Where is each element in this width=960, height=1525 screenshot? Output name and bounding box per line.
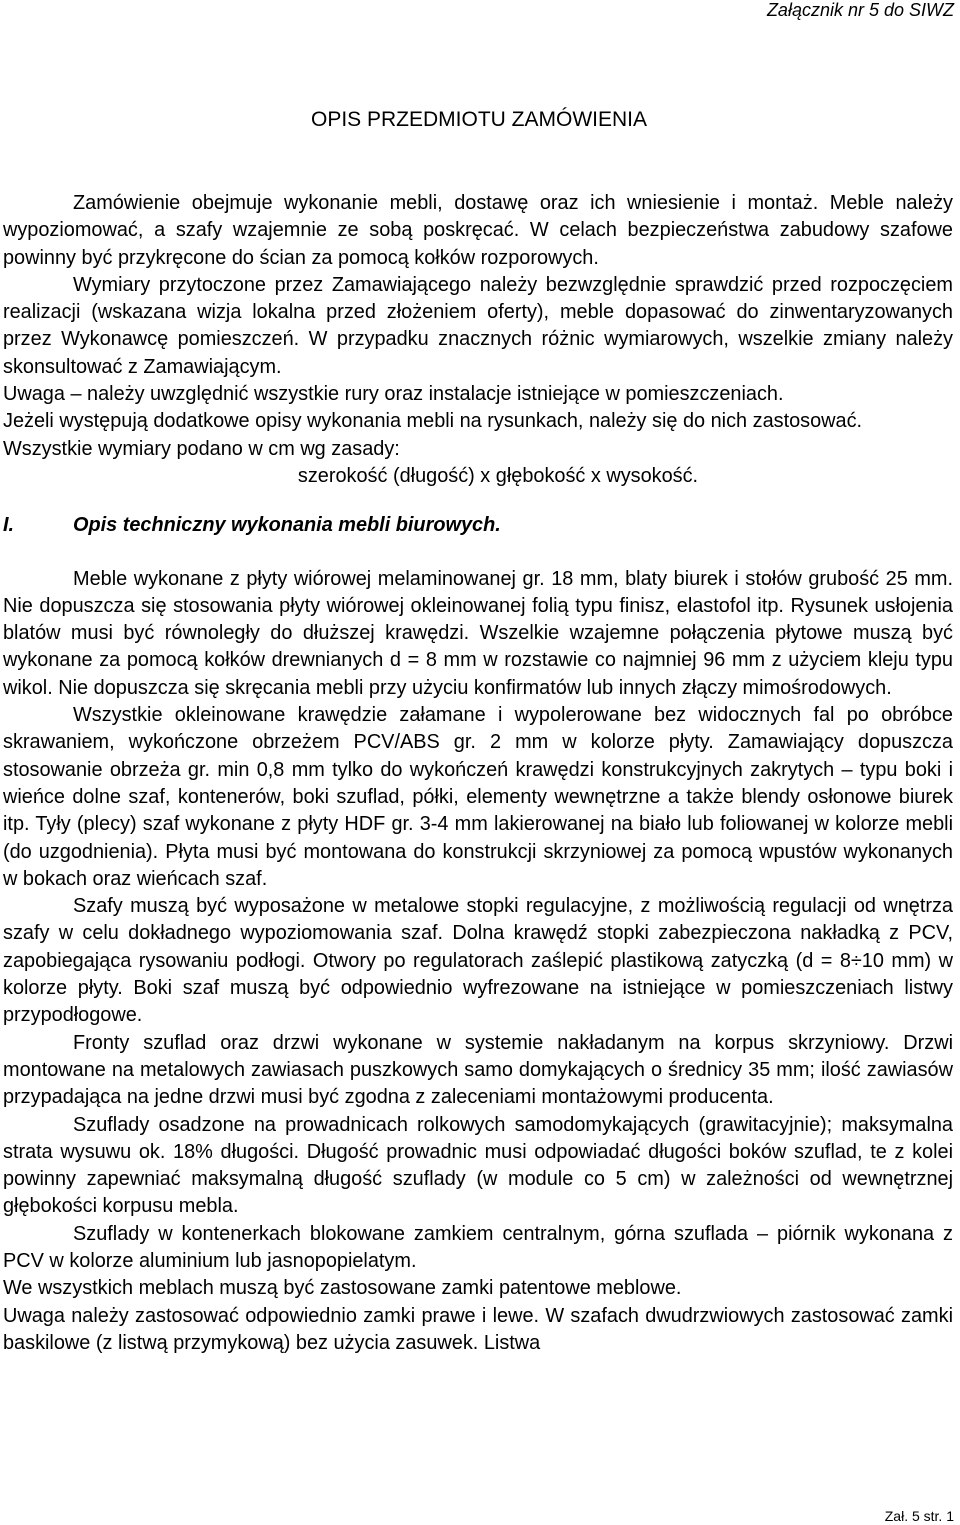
document-title: OPIS PRZEDMIOTU ZAMÓWIENIA <box>310 108 647 131</box>
paragraph-1: Meble wykonane z płyty wiórowej melaminowanej gr. 18 mm, blaty biurek i stołów grubość 25 mm. Nie dopuszcza się stosowania płyty wiórowej okleinowanej folią typu finisz, elastofol itp. Rysunek usłojenia blatów musi być równoległy do dłuższej krawędzi. Wszelkie wzajemne połączenia płytowe muszą być wykonane za pomocą kołków drewnianych d = 8 mm w rozstawie co najmniej 96 mm z użyciem kleju typu wikol. Nie dopuszcza się skręcania mebli przy użyciu konfirmatów lub innych złączy mimośrodowych. <box>3 567 953 699</box>
paragraph-8: Uwaga należy zastosować odpowiednio zamki prawe i lewe. W szafach dwudrzwiowych zastosować zamki baskilowe (z listwą przymykową) bez użycia zasuwek. Listwa <box>3 1304 953 1354</box>
dimension-rule: szerokość (długość) x głębokość x wysokość. <box>297 464 699 487</box>
paragraph-2: Wszystkie okleinowane krawędzie załamane i wypolerowane bez widocznych fal po obróbce skrawaniem, wykończone obrzeżem PCV/ABS gr. 2 mm w kolorze płyty. Zamawiający dopuszcza stosowanie obrzeża gr. min 0,8 mm tylko do wykończeń krawędzi konstrukcyjnych zakrytych – typu boki i wieńce dolne szaf, kontenerów, boki szuflad, półki, elementy wewnętrzne a także blendy osłonowe biurek itp. Tyły (plecy) szaf wykonane z płyty HDF gr. 3-4 mm lakierowanej na biało lub foliowanej w kolorze mebli (do uzgodnienia). Płyta musi być montowana do konstrukcji skrzyniowej za pomocą wpustów wykonanych w bokach oraz wieńcach szaf. <box>3 704 953 890</box>
page-number: Zał. 5 str. 1 <box>884 1508 954 1524</box>
intro-paragraph-4: Jeżeli występują dodatkowe opisy wykonania mebli na rysunkach, należy się do nich zastosować. <box>3 410 863 433</box>
intro-paragraph-3: Uwaga – należy uwzględnić wszystkie rury oraz instalacje istniejące w pomieszczeniach. <box>3 383 784 406</box>
section-heading <box>3 512 953 539</box>
intro-paragraph-2: Wymiary przytoczone przez Zamawiającego należy bezwzględnie sprawdzić przed rozpoczęciem realizacji (wskazana wizja lokalna przed złożeniem oferty), meble dopasować do zinwentaryzowanych przez Wykonawcę pomieszczeń. W przypadku znacznych różnic wymiarowych, wszelkie zmiany należy skonsultować z Zamawiającym. <box>3 273 953 378</box>
paragraph-5: Szuflady osadzone na prowadnicach rolkowych samodomykających (grawitacyjnie); maksymalna strata wysuwu ok. 18% długości. Długość prowadnic musi odpowiadać długości boków szuflad, te z kolei powinny zapewniać maksymalną długość szuflady (w module co 5 cm) w zależności od wewnętrznej głębokości korpusu mebla. <box>3 1113 953 1218</box>
section-title: Opis techniczny wykonania mebli biurowych. <box>73 514 501 537</box>
annex-header: Załącznik nr 5 do SIWZ <box>766 0 954 20</box>
paragraph-7: We wszystkich meblach muszą być zastosowane zamki patentowe meblowe. <box>3 1277 682 1300</box>
paragraph-3: Szafy muszą być wyposażone w metalowe stopki regulacyjne, z możliwością regulacji od wnętrza szafy w celu dokładnego wypoziomowania szaf. Dolna krawędź stopki zabezpieczona nakładką z PCV, zapobiegająca rysowaniu podłogi. Otwory po regulatorach zaślepić plastikową zatyczką (d = 8÷10 mm) w kolorze płyty. Boki szaf muszą być odpowiednio wyfrezowane na istniejące w pomieszczeniach listwy przypodłogowe. <box>3 895 953 1027</box>
intro-paragraph-1: Zamówienie obejmuje wykonanie mebli, dostawę oraz ich wniesienie i montaż. Meble należy wypoziomować, a szafy wzajemnie ze sobą poskręcać. W celach bezpieczeństwa zabudowy szafowe powinny być przykręcone do ścian za pomocą kołków rozporowych. <box>3 192 953 269</box>
section-number: I. <box>3 514 15 537</box>
document-body <box>3 190 953 1357</box>
paragraph-6: Szuflady w kontenerkach blokowane zamkiem centralnym, górna szuflada – piórnik wykonana z PCV w kolorze aluminium lub jasnopopielatym. <box>3 1222 953 1272</box>
intro-paragraph-5: Wszystkie wymiary podano w cm wg zasady: <box>3 437 400 460</box>
paragraph-4: Fronty szuflad oraz drzwi wykonane w systemie nakładanym na korpus skrzyniowy. Drzwi montowane na metalowych zawiasach puszkowych samo domykających o średnicy 35 mm; ilość zawiasów przypadająca na jedne drzwi musi być zgodna z zaleceniami montażowymi producenta. <box>3 1031 953 1109</box>
